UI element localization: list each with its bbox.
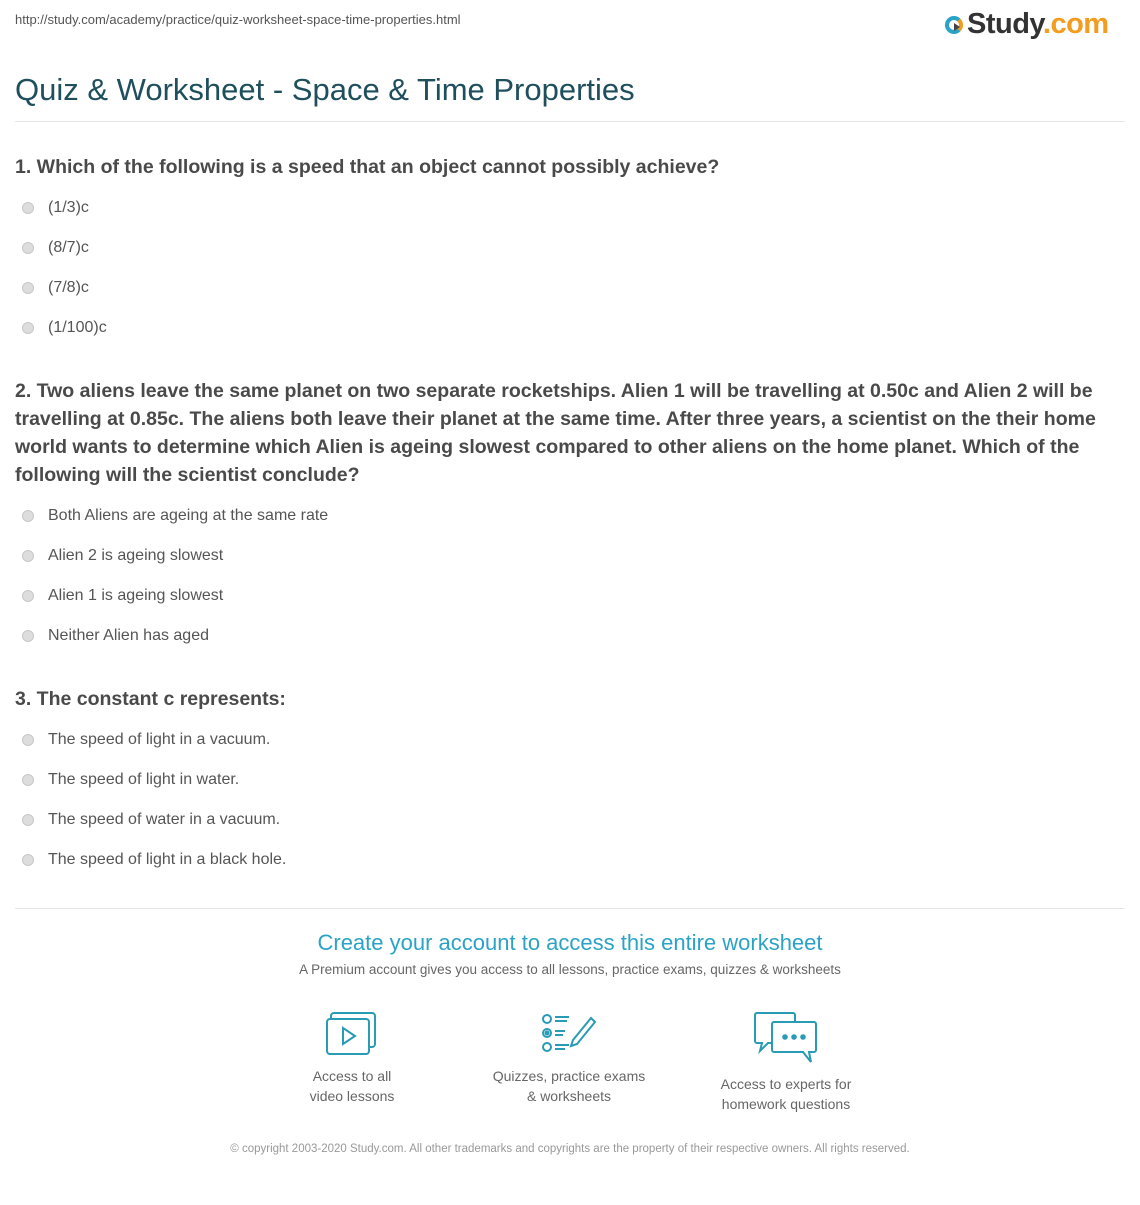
radio-button[interactable]: [22, 734, 34, 746]
cta-heading-link[interactable]: Create your account to access this entire worksheet: [317, 930, 823, 955]
option[interactable]: [22, 319, 107, 337]
feature-label: Access to all: [312, 1068, 392, 1084]
option[interactable]: [22, 547, 223, 565]
question-1: 1. Which of the following is a speed that an object cannot possibly achieve?: [15, 156, 720, 178]
radio-button[interactable]: [22, 774, 34, 786]
radio-button[interactable]: [22, 282, 34, 294]
chat-icon: [754, 1012, 818, 1064]
radio-button[interactable]: [22, 814, 34, 826]
signup-cta: [0, 930, 1140, 977]
video-icon: [326, 1012, 378, 1056]
radio-button[interactable]: [22, 854, 34, 866]
option-label: The speed of light in a vacuum.: [48, 731, 271, 748]
feature-label: homework questions: [721, 1096, 851, 1112]
option-label: Alien 1 is ageing slowest: [48, 587, 224, 604]
option[interactable]: [22, 731, 270, 749]
radio-button[interactable]: [22, 550, 34, 562]
page-title: Quiz & Worksheet - Space & Time Properties: [15, 72, 635, 107]
page-url: http://study.com/academy/practice/quiz-worksheet-space-time-properties.html: [15, 12, 461, 27]
radio-button[interactable]: [22, 242, 34, 254]
radio-button[interactable]: [22, 202, 34, 214]
option-label: (1/3)c: [48, 199, 89, 216]
option[interactable]: [22, 851, 286, 869]
option[interactable]: [22, 811, 280, 829]
feature-label: & worksheets: [526, 1088, 612, 1104]
option-label: Alien 2 is ageing slowest: [48, 547, 224, 564]
logo-tld: .com: [1042, 8, 1109, 40]
radio-button[interactable]: [22, 630, 34, 642]
option-label: (1/100)c: [48, 319, 107, 336]
option-label: The speed of water in a vacuum.: [48, 811, 281, 828]
option[interactable]: [22, 587, 223, 605]
option-label: (7/8)c: [48, 279, 89, 296]
radio-button[interactable]: [22, 590, 34, 602]
option[interactable]: [22, 771, 239, 789]
feature-label: video lessons: [309, 1088, 395, 1104]
option[interactable]: [22, 199, 89, 217]
option[interactable]: [22, 507, 328, 525]
divider: [15, 121, 1125, 122]
option-label: The speed of light in water.: [48, 771, 240, 788]
feature-experts: [686, 1012, 886, 1114]
question-3: 3. The constant c represents:: [15, 688, 286, 710]
quiz-icon: [541, 1012, 597, 1056]
question-2: 2. Two aliens leave the same planet on two separate rocketships. Alien 1 will be travelling at 0.50c and Alien 2 will be travelling at 0.85c. The aliens both leave their planet at the same time. After three years, a scientist on the their home world wants to determine which Alien is ageing slowest compared to other aliens on the home planet. Which of the following will the scientist conclude?: [15, 380, 1096, 486]
logo-name: Study: [967, 8, 1043, 40]
option[interactable]: [22, 627, 209, 645]
option[interactable]: [22, 239, 89, 257]
option-label: The speed of light in a black hole.: [48, 851, 287, 868]
radio-button[interactable]: [22, 322, 34, 334]
copyright-footer: © copyright 2003-2020 Study.com. All other trademarks and copyrights are the property of their respective owners. All rights reserved.: [230, 1143, 910, 1155]
option-label: (8/7)c: [48, 239, 89, 256]
radio-button[interactable]: [22, 510, 34, 522]
feature-label: Access to experts for: [720, 1076, 852, 1092]
divider: [15, 908, 1125, 909]
option-label: Both Aliens are ageing at the same rate: [48, 507, 329, 524]
feature-video: [252, 1012, 452, 1106]
study-logo[interactable]: [945, 8, 1109, 41]
option-label: Neither Alien has aged: [48, 627, 209, 644]
feature-label: Quizzes, practice exams: [492, 1068, 646, 1084]
option[interactable]: [22, 279, 89, 297]
feature-quizzes: [469, 1012, 669, 1106]
cta-subtext: A Premium account gives you access to all lessons, practice exams, quizzes & worksheets: [299, 962, 841, 977]
play-logo-icon: [945, 16, 963, 34]
